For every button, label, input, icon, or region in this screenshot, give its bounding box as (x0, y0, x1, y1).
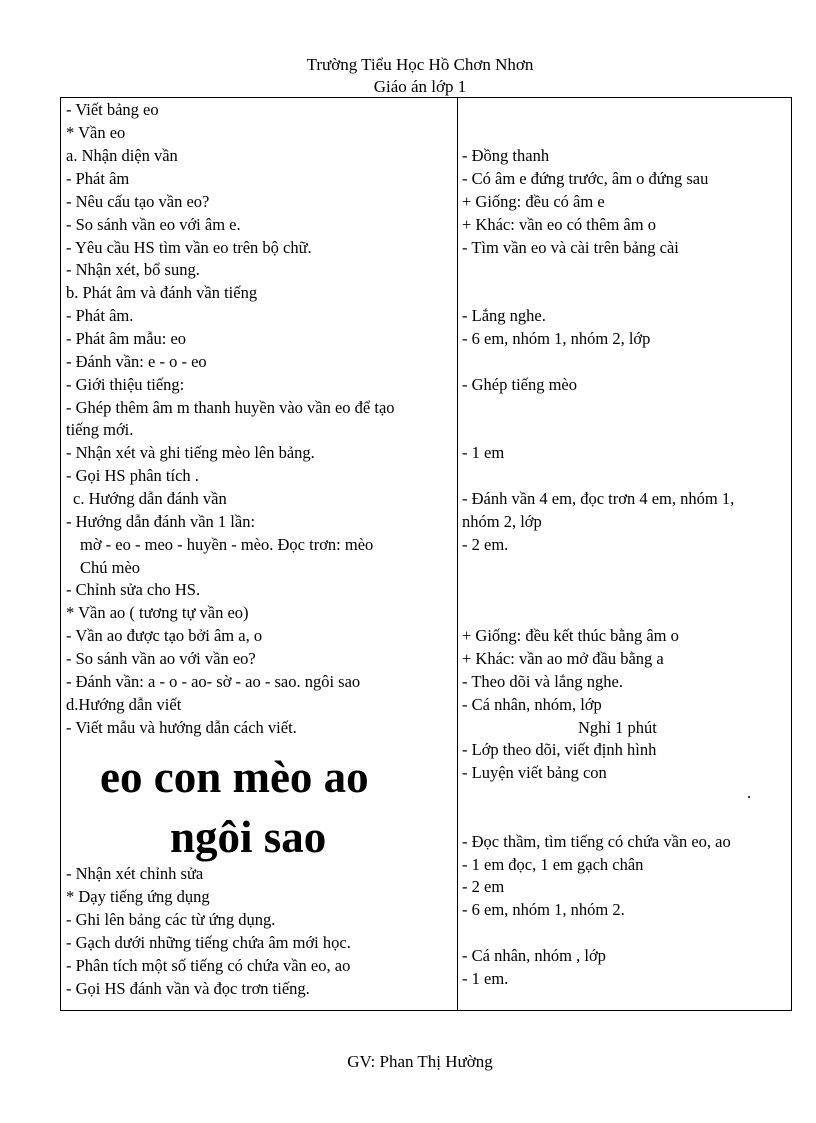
left-line: - Ghép thêm âm m thanh huyền vào vần eo để tạo (66, 398, 395, 417)
left-line: - Viết mẫu và hướng dẫn cách viết. (66, 718, 297, 737)
left-line: d.Hướng dẫn viết (66, 695, 182, 714)
right-line: - Tìm vần eo và cài trên bảng cài (462, 238, 679, 257)
right-line: - Có âm e đứng trước, âm o đứng sau (462, 169, 709, 188)
left-line: * Vần ao ( tương tự vần eo) (66, 603, 249, 622)
right-line: - 1 em. (462, 969, 509, 988)
left-line: b. Phát âm và đánh vần tiếng (66, 283, 258, 302)
left-line: - Vần ao được tạo bởi âm a, o (66, 626, 263, 645)
right-line: - Lớp theo dõi, viết định hình (462, 740, 657, 759)
right-line: - Cá nhân, nhóm , lớp (462, 946, 606, 965)
writing-sample-line-1: eo con mèo ao (100, 752, 369, 802)
left-line: - So sánh vần eo với âm e. (66, 215, 241, 234)
left-line: - So sánh vần ao với vần eo? (66, 649, 256, 668)
writing-sample-line-2: ngôi sao (170, 812, 327, 862)
right-line: - 1 em (462, 443, 505, 462)
right-line: - 2 em (462, 877, 505, 896)
left-line: - Phát âm (66, 169, 130, 188)
right-line: - Đồng thanh (462, 146, 550, 165)
right-line: - Đánh vần 4 em, đọc trơn 4 em, nhóm 1, (462, 489, 735, 508)
left-line: Chú mèo (80, 558, 141, 577)
left-line: c. Hướng dẫn đánh vần (73, 489, 227, 508)
right-line: nhóm 2, lớp (462, 512, 542, 531)
teacher-name: GV: Phan Thị Hường (347, 1052, 493, 1071)
stray-dot (748, 796, 750, 798)
left-line: - Phát âm. (66, 306, 134, 325)
right-line: - Cá nhân, nhóm, lớp (462, 695, 602, 714)
right-line: - 6 em, nhóm 1, nhóm 2. (462, 900, 625, 919)
left-line: - Gọi HS phân tích . (66, 466, 199, 485)
left-line: mờ - eo - meo - huyền - mèo. Đọc trơn: mèo (80, 535, 374, 554)
right-line: + Giống: đều có âm e (462, 192, 605, 211)
left-line: - Nhận xét, bổ sung. (66, 260, 200, 279)
left-line: * Vần eo (66, 123, 126, 142)
left-line: - Hướng dẫn đánh vần 1 lần: (66, 512, 256, 531)
left-line: - Nêu cấu tạo vần eo? (66, 192, 210, 211)
right-line: - Lắng nghe. (462, 306, 546, 325)
right-line: - Đọc thầm, tìm tiếng có chứa vần eo, ao (462, 832, 731, 851)
column-divider (457, 97, 458, 1011)
school-name: Trường Tiểu Học Hồ Chơn Nhơn (306, 55, 534, 74)
left-line: * Dạy tiếng ứng dụng (66, 887, 210, 906)
lesson-plan-grade: Giáo án lớp 1 (373, 77, 467, 96)
right-line: - 2 em. (462, 535, 509, 554)
left-line: - Ghi lên bảng các từ ứng dụng. (66, 910, 276, 929)
left-line: - Gọi HS đánh vần và đọc trơn tiếng. (66, 979, 310, 998)
right-line: - 1 em đọc, 1 em gạch chân (462, 855, 644, 874)
right-line: - Ghép tiếng mèo (462, 375, 578, 394)
left-line: a. Nhận diện vần (66, 146, 178, 165)
left-line: - Nhận xét và ghi tiếng mèo lên bảng. (66, 443, 315, 462)
break-note: Nghỉ 1 phút (578, 718, 657, 737)
right-line: - Luyện viết bảng con (462, 763, 607, 782)
right-line: + Khác: vần ao mở đầu bằng a (462, 649, 664, 668)
left-line: - Nhận xét chỉnh sửa (66, 864, 204, 883)
left-line: - Phát âm mẫu: eo (66, 329, 187, 348)
left-line: - Đánh vần: a - o - ao- sờ - ao - sao. ngôi sao (66, 672, 361, 691)
left-line: - Yêu cầu HS tìm vần eo trên bộ chữ. (66, 238, 312, 257)
right-line: + Khác: vần eo có thêm âm o (462, 215, 656, 234)
left-line: - Đánh vần: e - o - eo (66, 352, 207, 371)
left-line: - Chỉnh sửa cho HS. (66, 580, 201, 599)
right-line: + Giống: đều kết thúc bằng âm o (462, 626, 679, 645)
right-line: - Theo dõi và lắng nghe. (462, 672, 623, 691)
left-line: - Viết bảng eo (66, 100, 159, 119)
left-line: - Gạch dưới những tiếng chứa âm mới học. (66, 933, 351, 952)
left-line: - Giới thiệu tiếng: (66, 375, 185, 394)
left-line: tiếng mới. (66, 420, 134, 439)
right-line: - 6 em, nhóm 1, nhóm 2, lớp (462, 329, 651, 348)
left-line: - Phân tích một số tiếng có chứa vần eo, ao (66, 956, 351, 975)
